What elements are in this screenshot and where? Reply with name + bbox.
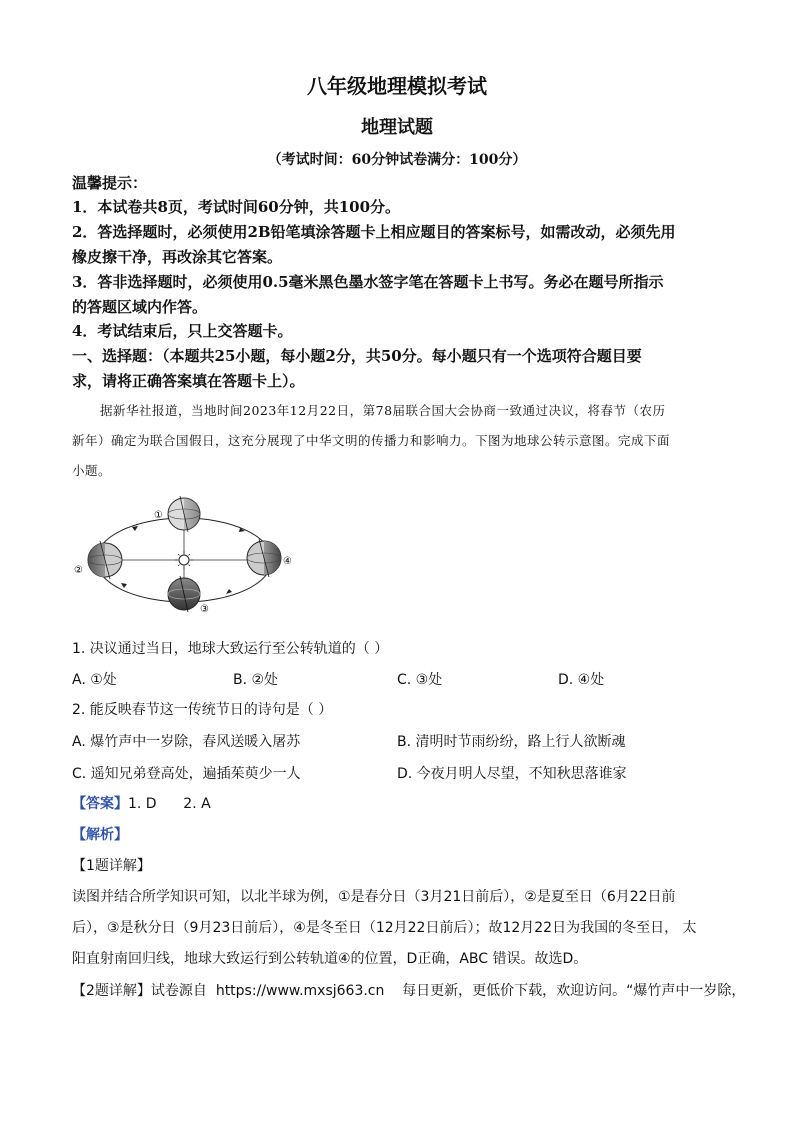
diagram-label-2: ② bbox=[74, 565, 83, 576]
orbit-arrow-icon bbox=[132, 526, 138, 531]
earth-position-2 bbox=[88, 541, 122, 579]
detail-2-text: 试卷源自 https://www.mxsj663.cn 每日更新，更低价下载，欢迎访问。“爆竹声中一岁除， bbox=[150, 983, 746, 999]
tip-2b: 橡皮擦干净，再改涂其它答案。 bbox=[72, 248, 283, 266]
detail-1-line-3: 阳直射南回归线，地球大致运行到公转轨道④的位置，D正确，ABC 错误。故选D。 bbox=[72, 951, 588, 967]
q2-option-d[interactable]: D. 今夜月明人尽望，不知秋思落谁家 bbox=[397, 766, 627, 782]
section1-heading-a: 一、选择题：（本题共25小题，每小题2分，共50分。每小题只有一个选项符合题目要 bbox=[72, 347, 642, 365]
analysis-tag: 【解析】 bbox=[72, 827, 128, 843]
detail-1-line-1: 读图并结合所学知识可知，以北半球为例，①是春分日（3月21日前后），②是夏至日（6月22日前 bbox=[72, 889, 676, 905]
answer-row bbox=[72, 793, 211, 813]
exam-info: （考试时间：60分钟试卷满分：100分） bbox=[267, 152, 527, 168]
orbit-arrow-icon bbox=[226, 589, 232, 594]
q1-option-a[interactable]: A. ①处 bbox=[72, 672, 117, 688]
detail-2-row bbox=[72, 980, 745, 1000]
q2-option-b[interactable]: B. 清明时节雨纷纷，路上行人欲断魂 bbox=[397, 734, 626, 750]
tip-4: 4．考试结束后，只上交答题卡。 bbox=[72, 322, 293, 340]
diagram-label-3: ③ bbox=[200, 604, 209, 615]
diagram-label-1: ① bbox=[154, 510, 163, 521]
diagram-label-4: ④ bbox=[283, 556, 292, 567]
answer-tag: 【答案】 bbox=[72, 796, 128, 812]
tip-2a: 2．答选择题时，必须使用2B铅笔填涂答题卡上相应题目的答案标号，如需改动，必须先用 bbox=[72, 223, 676, 241]
tip-3b: 的答题区域内作答。 bbox=[72, 298, 208, 316]
section1-heading-b: 求，请将正确答案填在答题卡上）。 bbox=[72, 372, 305, 390]
earth-revolution-diagram bbox=[72, 492, 302, 617]
exam-subtitle: 地理试题 bbox=[361, 117, 433, 138]
earth-position-3 bbox=[168, 576, 200, 612]
question-1-stem: 1. 决议通过当日，地球大致运行至公转轨道的（ ） bbox=[72, 641, 389, 657]
question-2-stem: 2. 能反映春节这一传统节日的诗句是（ ） bbox=[72, 702, 333, 718]
passage-line-1: 据新华社报道，当地时间2023年12月22日，第78届联合国大会协商一致通过决议，将春节（农历 bbox=[100, 403, 666, 418]
detail-2-tag: 【2题详解】 bbox=[72, 983, 151, 999]
earth-position-1 bbox=[168, 496, 200, 532]
q2-option-c[interactable]: C. 遥知兄弟登高处，遍插茱萸少一人 bbox=[72, 766, 301, 782]
q1-option-c[interactable]: C. ③处 bbox=[397, 672, 443, 688]
q2-option-a[interactable]: A. 爆竹声中一岁除，春风送暖入屠苏 bbox=[72, 734, 301, 750]
q1-option-d[interactable]: D. ④处 bbox=[558, 672, 605, 688]
tip-3a: 3．答非选择题时，必须使用0.5毫米黑色墨水签字笔在答题卡上书写。务必在题号所指示 bbox=[72, 273, 664, 291]
tips-heading: 温馨提示： bbox=[72, 174, 148, 192]
orbit-arrow-icon bbox=[121, 583, 127, 588]
exam-title: 八年级地理模拟考试 bbox=[307, 74, 487, 98]
detail-1-tag: 【1题详解】 bbox=[72, 858, 151, 874]
passage-line-2: 新年）确定为联合国假日，这充分展现了中华文明的传播力和影响力。下图为地球公转示意图。完成下面 bbox=[72, 433, 671, 448]
earth-position-4 bbox=[247, 539, 281, 577]
detail-1-line-2: 后），③是秋分日（9月23日前后），④是冬至日（12月22日前后）；故12月22日为我国的冬至日， 太 bbox=[72, 920, 697, 936]
q1-option-b[interactable]: B. ②处 bbox=[233, 672, 279, 688]
passage-line-3: 小题。 bbox=[72, 463, 112, 478]
tip-1: 1．本试卷共8页，考试时间60分钟，共100分。 bbox=[72, 198, 401, 216]
answer-text: 1. D 2. A bbox=[128, 796, 211, 812]
